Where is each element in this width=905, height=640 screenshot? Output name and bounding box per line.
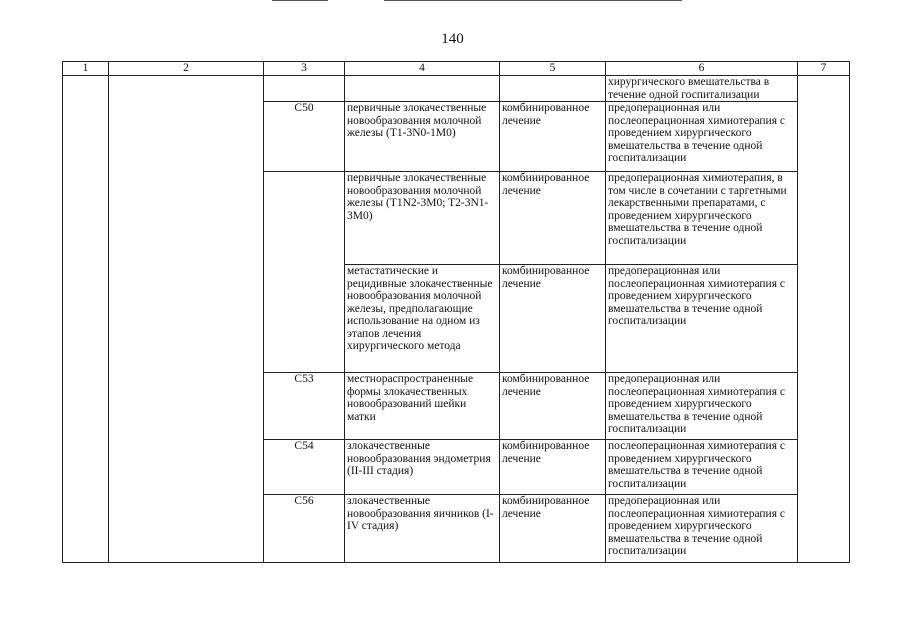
header-rule-right (384, 0, 682, 1)
cell-diagnosis: первичные злокачественные новообразования молочной железы (T1N2-3M0; T2-3N1-3M0) (345, 172, 500, 265)
cell-col2 (109, 76, 264, 563)
cell-code: C53 (264, 373, 345, 440)
cell-treatment: комбинированное лечение (500, 265, 606, 373)
page-number: 140 (441, 31, 464, 47)
column-number-row (63, 62, 850, 76)
cell-code (264, 172, 345, 265)
cell-treatment: комбинированное лечение (500, 440, 606, 495)
procedures-table (62, 61, 850, 563)
cell-code: C54 (264, 440, 345, 495)
cell-diagnosis: метастатические и рецидивные злокачественные новообразования молочной железы, предполагающие использование на одном из этапов лечения хирургического метода (345, 265, 500, 373)
cell-diagnosis (345, 76, 500, 102)
column-header: 1 (63, 62, 109, 76)
cell-diagnosis: первичные злокачественные новообразования молочной железы (T1-3N0-1M0) (345, 102, 500, 172)
cell-diagnosis: злокачественные новообразования эндометрия (II-III стадия) (345, 440, 500, 495)
cell-method: предоперационная или послеоперационная химиотерапия с проведением хирургического вмешательства в течение одной госпитализации (606, 373, 798, 440)
cell-code (264, 265, 345, 373)
column-header: 7 (798, 62, 850, 76)
column-header: 6 (606, 62, 798, 76)
cell-method: предоперационная или послеоперационная химиотерапия с проведением хирургического вмешательства в течение одной госпитализации (606, 102, 798, 172)
table-row-continuation (63, 76, 850, 102)
column-header: 3 (264, 62, 345, 76)
cell-treatment (500, 76, 606, 102)
cell-method: предоперационная химиотерапия, в том числе в сочетании с таргетными лекарственными препаратами, с проведением хирургического вмешательства в течение одной госпитализации (606, 172, 798, 265)
cell-code: C50 (264, 102, 345, 172)
cell-method: послеоперационная химиотерапия с проведением хирургического вмешательства в течение одной госпитализации (606, 440, 798, 495)
cell-diagnosis: злокачественные новообразования яичников (I-IV стадия) (345, 495, 500, 563)
cell-code (264, 76, 345, 102)
cell-col1 (63, 76, 109, 563)
cell-treatment: комбинированное лечение (500, 495, 606, 563)
column-header: 2 (109, 62, 264, 76)
cell-method-continuation: хирургического вмешательства в течение одной госпитализации (606, 76, 798, 102)
cell-col7 (798, 76, 850, 563)
cell-method: предоперационная или послеоперационная химиотерапия с проведением хирургического вмешательства в течение одной госпитализации (606, 265, 798, 373)
cell-treatment: комбинированное лечение (500, 102, 606, 172)
header-rule-left (272, 0, 328, 1)
cell-code: C56 (264, 495, 345, 563)
cell-treatment: комбинированное лечение (500, 172, 606, 265)
cell-treatment: комбинированное лечение (500, 373, 606, 440)
column-header: 5 (500, 62, 606, 76)
cell-method: предоперационная или послеоперационная химиотерапия с проведением хирургического вмешательства в течение одной госпитализации (606, 495, 798, 563)
column-header: 4 (345, 62, 500, 76)
cell-diagnosis: местнораспространенные формы злокачественных новообразований шейки матки (345, 373, 500, 440)
